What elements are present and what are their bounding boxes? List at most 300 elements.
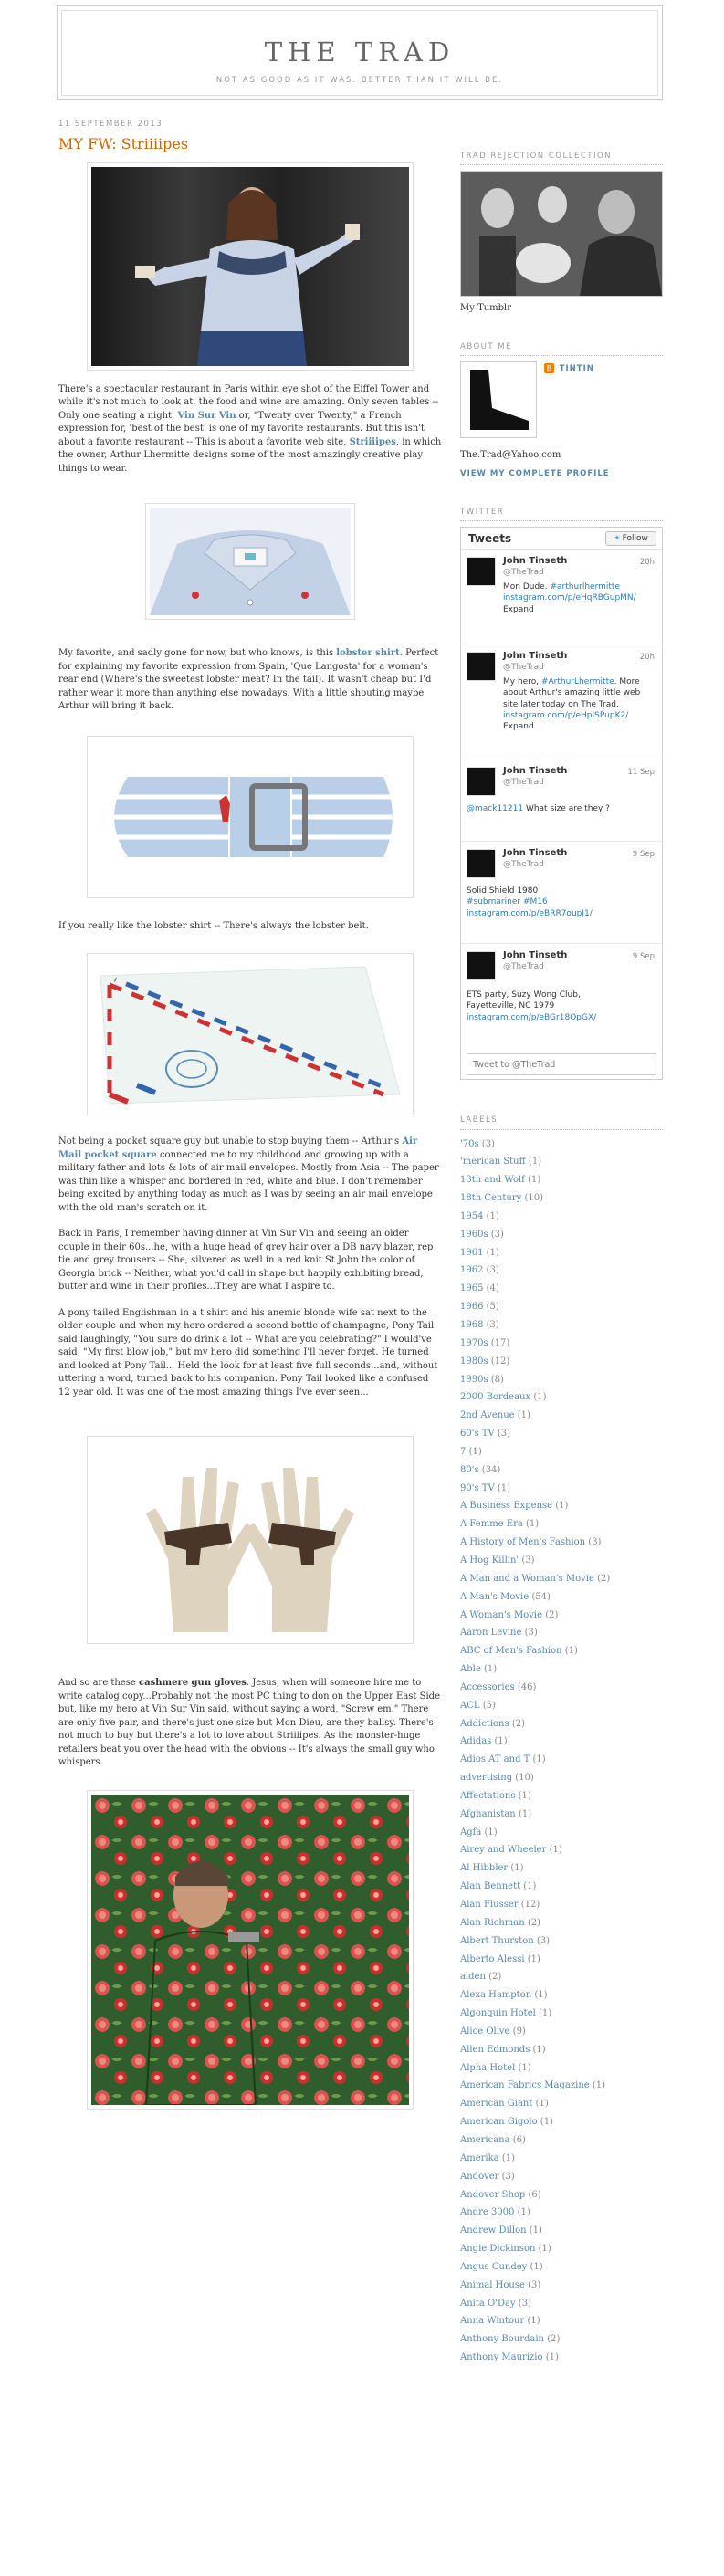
label-item[interactable] [460,1552,663,1570]
label-count: (3) [490,1229,504,1240]
label-count: (3) [588,1537,602,1548]
label-link[interactable]: 13th and Wolf [460,1175,525,1186]
label-link[interactable]: Anita O'Day [460,2298,516,2309]
main-column [58,119,442,2110]
tweet-avatar[interactable] [467,557,496,586]
label-item[interactable] [460,1859,663,1878]
label-count: (1) [592,2080,606,2091]
tumblr-image[interactable] [460,171,663,297]
label-link[interactable]: 60's TV [460,1429,495,1440]
tweet-author-handle: @TheTrad [503,860,544,870]
label-link[interactable]: 80's [460,1464,479,1475]
label-count: (1) [518,2062,531,2073]
label-count: (6) [528,2189,541,2200]
post-image-pocket-square[interactable] [87,953,414,1115]
sidebar-collection-title: TRAD REJECTION COLLECTION [460,151,663,165]
label-item[interactable] [460,1841,663,1859]
label-link[interactable]: 1980s [460,1356,488,1367]
label-item[interactable] [460,1733,663,1751]
tweet-text-part: Mon Dude. [503,582,551,592]
profile-avatar[interactable] [460,361,537,438]
post-image-gun-gloves[interactable] [87,1436,414,1644]
label-count: (1) [538,2244,551,2255]
label-item[interactable] [460,1407,663,1425]
label-link[interactable]: 2nd Avenue [460,1410,515,1421]
post-paragraph-2 [58,647,442,714]
label-link[interactable]: Angus Cundey [460,2261,528,2272]
label-link[interactable]: 1960s [460,1229,488,1240]
tweet-avatar[interactable] [467,951,496,980]
tweet-instagram-link[interactable]: instagram.com/p/eHpISPupK2/ [503,710,629,720]
label-item[interactable] [460,2113,663,2131]
label-link[interactable]: 1961 [460,1247,484,1258]
label-link[interactable]: Alan Richman [460,1917,525,1928]
tweet[interactable] [461,759,662,842]
label-count: (3) [501,2171,515,2182]
label-link[interactable]: American Giant [460,2099,533,2110]
label-count: (2) [545,1609,559,1620]
label-link[interactable]: American Fabrics Magazine [460,2080,590,2091]
paragraph-text: And so are these [58,1678,140,1688]
tweet-instagram-link[interactable]: instagram.com/p/eBGr18OpGX/ [467,1012,597,1022]
label-item[interactable] [460,1153,663,1171]
tweet-author-name[interactable]: John Tinseth [503,848,568,859]
pocket-square-icon [91,958,409,1111]
label-item[interactable] [460,1262,663,1280]
twitter-header [461,528,662,550]
tweet-time[interactable]: 20h [639,558,655,568]
label-link[interactable]: Allen Edmonds [460,2044,530,2055]
label-item[interactable] [460,2077,663,2095]
label-count: (2) [511,1718,525,1729]
label-link[interactable]: 1970s [460,1337,488,1348]
paragraph-text: , in which the owner, Arthur Lhermitte designs some of the most amazingly creative play things to wear. [58,436,442,474]
label-count: (1) [529,2225,542,2236]
label-item[interactable] [460,1715,663,1733]
sidebar-about-title: ABOUT ME [460,341,663,356]
label-link[interactable]: A Femme Era [460,1519,523,1530]
label-item[interactable] [460,1932,663,1951]
label-link[interactable]: 1962 [460,1265,484,1276]
label-link[interactable]: Amerika [460,2152,499,2163]
label-count: (1) [510,1863,524,1874]
label-item[interactable] [460,1588,663,1607]
label-item[interactable] [460,1136,663,1154]
profile-name-link[interactable]: TINTIN [559,364,594,374]
label-count: (1) [497,1482,511,1493]
label-link[interactable]: Accessories [460,1681,515,1692]
paragraph-text: Not being a pocket square guy but unable to stop buying them -- Arthur's [58,1136,403,1147]
label-count: (1) [532,1754,546,1765]
label-item[interactable] [460,1534,663,1552]
tweet-text-part: My hero, [503,677,541,687]
tweet-author-handle: @TheTrad [503,778,544,788]
blogger-icon: B [544,363,554,373]
label-count: (1) [540,2117,553,2128]
twitter-tweets-heading: Tweets [468,532,512,546]
label-count: (3) [486,1320,499,1330]
label-link[interactable]: Andre 3000 [460,2207,515,2218]
tweet[interactable] [461,644,662,759]
tweet-author-name[interactable]: John Tinseth [503,766,568,777]
tweet-instagram-link[interactable]: instagram.com/p/eHqRBGupMN/ [503,593,636,603]
label-count: (1) [527,1953,540,1964]
label-item[interactable] [460,1316,663,1335]
label-link[interactable]: 7 [460,1446,467,1457]
label-item[interactable] [460,2258,663,2277]
label-item[interactable] [460,2277,663,2295]
tweet-author-name[interactable]: John Tinseth [503,651,568,662]
label-item[interactable] [460,1896,663,1914]
label-link[interactable]: 1965 [460,1283,484,1294]
follow-label: Follow [622,534,648,544]
label-link[interactable]: Aaron Levine [460,1628,522,1639]
label-link[interactable]: 1954 [460,1210,484,1221]
tweet-text-part: Fayetteville, NC 1979 [467,1001,555,1011]
label-count: (5) [486,1302,499,1313]
label-link[interactable]: 90's TV [460,1482,495,1493]
tweet[interactable] [461,550,662,644]
label-link[interactable]: advertising [460,1773,513,1784]
label-link[interactable]: A Hog Killin' [460,1555,519,1565]
tweet-text-part: . More [614,677,640,687]
label-count: (12) [520,1900,540,1910]
label-link[interactable]: Adidas [460,1736,492,1747]
label-count: (1) [468,1446,482,1457]
label-count: (1) [486,1247,499,1258]
tweet-instagram-link[interactable]: instagram.com/p/eBRR7oupJ1/ [467,908,593,918]
label-link[interactable]: 'merican Stuff [460,1157,526,1168]
label-item[interactable] [460,1642,663,1660]
tweet-hashtag-link[interactable]: #submariner #M16 [467,897,548,907]
tweet-expand-link[interactable]: Expand [503,604,534,614]
label-item[interactable] [460,1189,663,1208]
label-item[interactable] [460,1806,663,1824]
air-mail-pocket-square-link[interactable]: Air Mail pocket square [58,1136,418,1160]
label-link[interactable]: ABC of Men's Fashion [460,1646,562,1657]
label-link[interactable]: Anthony Maurizio [460,2352,543,2363]
label-count: (2) [488,1972,502,1983]
profile-shoe-icon [461,362,536,437]
label-item[interactable] [460,1371,663,1389]
tweet-author-handle: @TheTrad [503,663,544,673]
label-count: (1) [523,1881,537,1892]
label-count: (10) [524,1193,543,1204]
label-item[interactable] [460,1787,663,1806]
tweet-expand-link[interactable]: Expand [503,721,534,731]
label-link[interactable]: Animal House [460,2279,525,2290]
label-count: (1) [527,2316,540,2327]
twitter-bird-icon: ✦ [614,534,621,544]
label-item[interactable] [460,1751,663,1769]
paragraph-text: . Perfect for explaining my favorite expression from Spain, 'Que Langosta' for a woman's rear end (Where's the sweetest lobster meat? In the tail). It wasn't cheap but I'd rather wear it more than anything else nowadays. With a little shouting maybe Arthur will bring it back. [58,648,439,711]
lobster-shirt-link[interactable]: lobster shirt [336,648,400,658]
label-count: (1) [534,1990,548,2001]
label-link[interactable]: Alexa Hampton [460,1990,532,2001]
paragraph-text: connected me to my childhood and growing up with a military father and lots & lots of air mail envelopes. Mostly from Asia -- The paper was thin like a whisper and bordered in red, white and blue. I don't remember being excited by anything today as much as I was by seeing an air mail envelope with the old man's scratch on it. [58,1149,439,1213]
tweet-text [467,990,656,1022]
label-link[interactable]: '70s [460,1138,479,1149]
tweet-text-part: ETS party, Suzy Wong Club, [467,990,581,1000]
cashmere-gun-gloves-bold: cashmere gun gloves [139,1678,247,1688]
sidebar-labels-title: LABELS [460,1115,663,1129]
post-title[interactable]: MY FW: Striiiipes [58,135,189,153]
label-count: (46) [517,1681,537,1692]
label-link[interactable]: Anna Wintour [460,2316,525,2327]
label-item[interactable] [460,2168,663,2186]
label-item[interactable] [460,1171,663,1189]
label-item[interactable] [460,1298,663,1316]
label-link[interactable]: Alan Flusser [460,1900,519,1910]
label-link[interactable]: ACL [460,1700,480,1711]
label-count: (1) [517,1410,530,1421]
label-item[interactable] [460,1515,663,1534]
label-item[interactable] [460,2059,663,2078]
post-paragraph-1 [58,383,442,476]
vin-sur-vin-link[interactable]: Vin Sur Vin [177,410,236,421]
label-link[interactable]: Addictions [460,1718,509,1729]
label-item[interactable] [460,2204,663,2222]
label-link[interactable]: 1990s [460,1374,488,1385]
label-count: (3) [497,1429,511,1440]
tweet-text [503,581,656,614]
label-count: (2) [547,2334,561,2345]
label-link[interactable]: A History of Men's Fashion [460,1537,586,1548]
label-count: (1) [528,1175,541,1186]
tweet-time[interactable]: 20h [639,653,655,663]
label-link[interactable]: American Gigolo [460,2117,538,2128]
lobster-shirt-icon [150,508,351,615]
blog-tagline: NOT AS GOOD AS IT WAS. BETTER THAN IT WILL BE. [215,76,504,86]
tweet[interactable] [461,842,662,944]
label-link[interactable]: A Business Expense [460,1501,553,1512]
label-item[interactable] [460,1497,663,1515]
label-link[interactable]: Alan Bennett [460,1881,521,1892]
sidebar [460,151,663,2367]
label-count: (3) [536,1935,551,1946]
label-item[interactable] [460,2005,663,2023]
label-link[interactable]: Able [460,1664,481,1675]
model-photo-icon [91,167,409,366]
label-count: (1) [484,1827,498,1838]
label-link[interactable]: Andrew Dillon [460,2225,527,2236]
paragraph-text: There's a spectacular restaurant in Paris within eye shot of the Eiffel Tower and while it's not much to look at, the food and wine are amazing. Only seven tables -- Only one seating a night. [58,383,439,421]
label-link[interactable]: Anthony Bourdain [460,2334,545,2345]
label-link[interactable]: Andover [460,2171,499,2182]
label-item[interactable] [460,1461,663,1480]
label-link[interactable]: A Man's Movie [460,1591,530,1602]
tweet-author-name[interactable]: John Tinseth [503,556,568,567]
label-count: (4) [486,1283,499,1294]
tweet-time[interactable]: 9 Sep [632,850,655,860]
post-paragraph-6: A pony tailed Englishman in a t shirt and his anemic blonde wife sat next to the older couple and when my hero ordered a second bottle of champagne, Pony Tail said laughingly, "You sure do drink a lot -- What are you celebrating?" I would've said, "My first blow job," but my hero did something I'll never forget. He turned and looked at Pony Tail... Held the look for at least five full seconds...and, without uttering a word, turned back to his companion. Pony Tail looked like a confused 12 year old. It was one of the most amazing things I've ever seen... [58,1307,438,1398]
label-item[interactable] [460,1443,663,1461]
label-item[interactable] [460,1914,663,1932]
paragraph-text: or, "Twenty over Twenty," a French expression for, 'best of the best' is one of my favorite restaurants. But this isn't about a favorite restaurant -- This is about a favorite web site, [58,410,425,447]
label-link[interactable]: 1968 [460,1320,484,1330]
post-image-lobster-belt[interactable] [87,736,414,898]
tweet-author-handle: @TheTrad [503,962,544,972]
label-item[interactable] [460,2295,663,2313]
label-count: (1) [564,1646,578,1657]
label-count: (1) [539,2008,552,2019]
post-image-model[interactable] [87,162,414,371]
post-date: 11 SEPTEMBER 2013 [58,120,163,129]
post-image-floral-portrait[interactable] [87,1790,414,2110]
label-item[interactable] [460,1986,663,2005]
label-item[interactable] [460,1244,663,1262]
label-item[interactable] [460,1570,663,1588]
tweet-avatar[interactable] [467,652,496,681]
label-count: (1) [535,2099,549,2110]
blog-header-inner [61,10,658,96]
tweet-text [467,803,656,814]
label-link[interactable]: Alberto Alessi [460,1953,525,1964]
about-me-block [460,361,663,449]
post-paragraph-7 [58,1677,442,1770]
tweet-mention-link[interactable]: @mack11211 [467,804,524,814]
gun-gloves-icon [91,1440,409,1639]
label-item[interactable] [460,1208,663,1226]
tweet-time[interactable]: 9 Sep [632,952,655,962]
label-count: (1) [501,2152,515,2163]
label-count: (6) [512,2134,526,2145]
profile-name-row [544,363,594,374]
blog-title[interactable]: THE TRAD [264,37,456,68]
twitter-widget [460,527,663,1080]
tweet-avatar[interactable] [467,849,496,878]
label-item[interactable] [460,1624,663,1642]
label-count: (2) [597,1573,611,1584]
label-item[interactable] [460,2095,663,2113]
label-item[interactable] [460,1769,663,1787]
label-count: (1) [533,1392,547,1403]
label-item[interactable] [460,1968,663,1986]
tweet-author-handle: @TheTrad [503,568,544,578]
label-count: (1) [518,1790,531,1801]
label-count: (12) [490,1356,510,1367]
label-link[interactable]: Airey and Wheeler [460,1845,547,1856]
label-link[interactable]: Adios AT and T [460,1754,530,1765]
tweet-text-part: Solid Shield 1980 [467,886,539,896]
sidebar-twitter-title: TWITTER [460,507,663,521]
label-link[interactable]: Alice Olive [460,2026,510,2037]
label-link[interactable]: Agfa [460,1827,482,1838]
striiiipes-link[interactable]: Striiiipes [349,436,396,447]
label-count: (3) [486,1265,499,1276]
tweet-avatar[interactable] [467,767,496,796]
label-count: (3) [481,1138,495,1149]
post-paragraph-5: Back in Paris, I remember having dinner at Vin Sur Vin and seeing an older couple in their 60s...he, with a huge head of grey hair over a DB navy blazer, rep tie and grey trousers -- She, silvered as well in a red knit St John the color of Georgia brick -- Neither, what you'd call in shape but happily exhibiting bread, butter and wine in their profiles...They are what I aspire to. [58,1229,434,1292]
label-link[interactable]: Angie Dickinson [460,2244,536,2255]
twitter-follow-button[interactable] [605,531,656,546]
label-count: (10) [515,1773,534,1784]
label-count: (54) [531,1591,551,1602]
label-item[interactable] [460,2186,663,2204]
label-item[interactable] [460,2330,663,2349]
label-item[interactable] [460,1425,663,1443]
label-count: (1) [517,2207,530,2218]
label-link[interactable]: Al Hibbler [460,1863,509,1874]
tweet-to-input[interactable]: Tweet to @TheTrad [467,1053,656,1075]
label-item[interactable] [460,2131,663,2150]
label-item[interactable] [460,1951,663,1969]
paragraph-text: My favorite, and sadly gone for now, but who knows, is this [58,648,337,658]
label-item[interactable] [460,1607,663,1625]
label-link[interactable]: A Man and a Woman's Movie [460,1573,594,1584]
label-count: (1) [532,2044,546,2055]
post-image-lobster-shirt[interactable] [145,503,355,620]
label-count: (1) [494,1736,508,1747]
label-link[interactable]: Americana [460,2134,510,2145]
label-count: (2) [527,1917,541,1928]
tweet-text [503,676,656,732]
label-count: (3) [528,2279,541,2290]
tweet-hashtag-link[interactable]: #arthurlhermitte [550,582,620,592]
label-item[interactable] [460,1697,663,1715]
label-item[interactable] [460,2023,663,2041]
label-link[interactable]: Affectations [460,1790,516,1801]
label-count: (1) [549,1845,562,1856]
blog-header [57,5,663,100]
tumblr-link[interactable]: My Tumblr [460,303,512,314]
label-link[interactable]: Andover Shop [460,2189,526,2200]
label-item[interactable] [460,1824,663,1842]
tweet-hashtag-link[interactable]: #ArthurLhermitte [540,677,614,687]
label-count: (1) [518,1808,532,1819]
labels-list [460,1136,663,2367]
tweet[interactable] [461,944,662,1053]
profile-email: The.Trad@Yahoo.com [460,450,561,461]
label-count: (9) [512,2026,526,2037]
label-link[interactable]: Afghanistan [460,1808,516,1819]
label-link[interactable]: 1966 [460,1302,484,1313]
label-count: (1) [528,1157,542,1168]
label-count: (1) [545,2352,559,2363]
label-item[interactable] [460,2240,663,2258]
label-link[interactable]: Algonquin Hotel [460,2008,536,2019]
label-count: (3) [518,2298,531,2309]
label-link[interactable]: Alpha Hotel [460,2062,516,2073]
tweet-author-name[interactable]: John Tinseth [503,950,568,961]
view-profile-link[interactable]: VIEW MY COMPLETE PROFILE [460,468,610,478]
label-count: (5) [482,1700,496,1711]
label-item[interactable] [460,1480,663,1498]
label-item[interactable] [460,2312,663,2330]
paragraph-text: . Jesus, when will someone hire me to write catalog copy...Probably not the most PC thing to don on the Upper East Side but, like my hero at Vin Sur Vin said, without saying a word, "Screw em." There are only five pair, and there's just one size but Mon Dieu, are they ballsy. There's not much to buy but there's a lot to love about Striiiipes. As the monster-huge retailers beat you over the head with the obvious -- It's always the small guy who whispers. [58,1678,440,1767]
label-item[interactable] [460,2041,663,2059]
label-item[interactable] [460,2150,663,2168]
label-item[interactable] [460,1335,663,1353]
label-link[interactable]: 18th Century [460,1193,522,1204]
label-item[interactable] [460,1878,663,1896]
label-link[interactable]: Albert Thurston [460,1935,534,1946]
label-item[interactable] [460,1280,663,1298]
label-link[interactable]: 2000 Bordeaux [460,1392,531,1403]
label-item[interactable] [460,1660,663,1679]
label-item[interactable] [460,2222,663,2240]
label-link[interactable]: A Woman's Movie [460,1609,542,1620]
label-item[interactable] [460,1226,663,1244]
label-item[interactable] [460,1353,663,1371]
label-item[interactable] [460,1679,663,1697]
label-item[interactable] [460,1388,663,1407]
label-link[interactable]: alden [460,1972,486,1983]
label-item[interactable] [460,2349,663,2367]
tweet-text-part: site later today on The Trad. [503,699,619,709]
tweet-text [467,885,656,918]
tweet-time[interactable]: 11 Sep [627,768,655,778]
